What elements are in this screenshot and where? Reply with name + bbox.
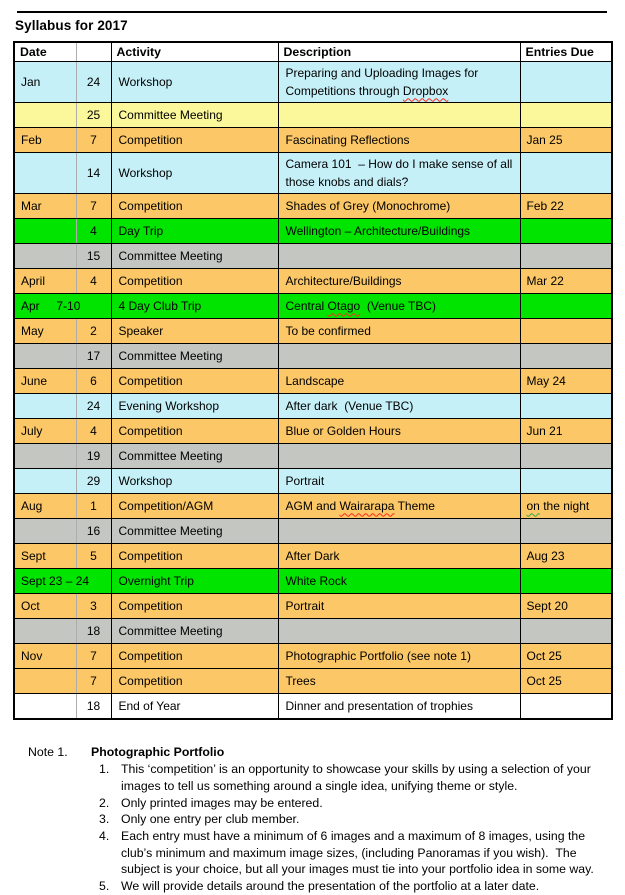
day-cell: 18 xyxy=(76,619,111,644)
note-item-text: Each entry must have a minimum of 6 images and a maximum of 8 images, using the club’s minimum and maximum image sizes, (including Panoramas if you wish). The subject is your choice, but all your images must tie into your portfolio idea in some way. xyxy=(121,829,594,877)
table-row xyxy=(14,344,612,369)
note-item xyxy=(91,828,602,878)
date-cell: June xyxy=(14,369,76,394)
entries-due-cell: Aug 23 xyxy=(520,544,612,569)
table-row xyxy=(14,594,612,619)
activity-cell: Competition xyxy=(111,544,278,569)
entries-due-cell: Jan 25 xyxy=(520,128,612,153)
description-cell xyxy=(278,103,520,128)
activity-cell: Committee Meeting xyxy=(111,103,278,128)
date-cell xyxy=(14,519,76,544)
date-cell: May xyxy=(14,319,76,344)
date-cell: April xyxy=(14,269,76,294)
day-cell: 4 xyxy=(76,219,111,244)
note-title: Photographic Portfolio xyxy=(91,745,225,760)
activity-cell: Competition xyxy=(111,644,278,669)
date-cell xyxy=(14,103,76,128)
activity-cell: Competition xyxy=(111,669,278,694)
activity-cell: Competition xyxy=(111,419,278,444)
table-row xyxy=(14,669,612,694)
description-cell: After dark (Venue TBC) xyxy=(278,394,520,419)
syllabus-table-body xyxy=(14,62,612,720)
notes-section xyxy=(13,744,612,894)
note-item-text: Only printed images may be entered. xyxy=(121,795,323,810)
top-divider xyxy=(17,11,607,13)
text-segment: Central xyxy=(285,299,328,314)
date-cell: Feb xyxy=(14,128,76,153)
entries-due-cell: Oct 25 xyxy=(520,644,612,669)
description-cell: After Dark xyxy=(278,544,520,569)
entries-due-cell xyxy=(520,694,612,720)
entries-due-cell xyxy=(520,244,612,269)
text-segment: the night xyxy=(539,499,590,514)
date-cell xyxy=(14,694,76,720)
activity-cell: Competition xyxy=(111,194,278,219)
activity-cell: Committee Meeting xyxy=(111,619,278,644)
note-item-text: We will provide details around the presentation of the portfolio at a later date. xyxy=(121,879,540,894)
entries-due-cell xyxy=(520,444,612,469)
note-items-list xyxy=(91,761,602,895)
note-item-text: Only one entry per club member. xyxy=(121,812,300,827)
table-row xyxy=(14,244,612,269)
entries-due-cell xyxy=(520,62,612,103)
activity-cell: Evening Workshop xyxy=(111,394,278,419)
page-title: Syllabus for 2017 xyxy=(15,18,128,33)
date-cell xyxy=(14,344,76,369)
note-item-number: 1. xyxy=(99,762,110,777)
activity-cell: Workshop xyxy=(111,62,278,103)
day-cell: 29 xyxy=(76,469,111,494)
table-row xyxy=(14,319,612,344)
entries-due-cell xyxy=(520,344,612,369)
column-header: Activity xyxy=(111,42,278,62)
note-item-text: This ‘competition’ is an opportunity to showcase your skills by using a selection of your images to tell us something around a single idea, unifying theme or style. xyxy=(121,762,591,793)
note-body xyxy=(91,744,602,894)
note-item-number: 5. xyxy=(99,879,110,894)
day-cell: 18 xyxy=(76,694,111,720)
date-cell: Jan xyxy=(14,62,76,103)
syllabus-table xyxy=(13,41,613,720)
date-cell xyxy=(14,619,76,644)
description-cell: Shades of Grey (Monochrome) xyxy=(278,194,520,219)
day-cell: 25 xyxy=(76,103,111,128)
activity-cell: 4 Day Club Trip xyxy=(111,294,278,319)
entries-due-cell: Feb 22 xyxy=(520,194,612,219)
day-cell: 1 xyxy=(76,494,111,519)
activity-cell: Competition/AGM xyxy=(111,494,278,519)
table-row xyxy=(14,369,612,394)
date-cell xyxy=(14,244,76,269)
table-row xyxy=(14,544,612,569)
table-row xyxy=(14,619,612,644)
note-item xyxy=(91,811,602,828)
text-segment: AGM and xyxy=(285,499,340,514)
text-segment: Theme xyxy=(394,499,435,514)
note-item-number: 3. xyxy=(99,812,110,827)
table-row xyxy=(14,194,612,219)
day-cell: 24 xyxy=(76,62,111,103)
date-cell: Mar xyxy=(14,194,76,219)
entries-due-cell xyxy=(520,103,612,128)
day-cell: 19 xyxy=(76,444,111,469)
table-row xyxy=(14,444,612,469)
text-segment: (Venue TBC) xyxy=(360,299,437,314)
entries-due-cell: Sept 20 xyxy=(520,594,612,619)
table-row xyxy=(14,694,612,720)
table-row xyxy=(14,269,612,294)
table-header-row xyxy=(14,42,612,62)
description-cell: Wellington – Architecture/Buildings xyxy=(278,219,520,244)
entries-due-cell: Jun 21 xyxy=(520,419,612,444)
description-cell: Photographic Portfolio (see note 1) xyxy=(278,644,520,669)
activity-cell: Committee Meeting xyxy=(111,244,278,269)
activity-cell: Competition xyxy=(111,269,278,294)
column-header xyxy=(76,42,111,62)
entries-due-cell: Mar 22 xyxy=(520,269,612,294)
day-cell: 4 xyxy=(76,419,111,444)
date-cell: July xyxy=(14,419,76,444)
note-label: Note 1. xyxy=(28,745,68,760)
description-cell xyxy=(278,619,520,644)
activity-cell: End of Year xyxy=(111,694,278,720)
description-cell xyxy=(278,494,520,519)
day-cell: 7 xyxy=(76,669,111,694)
table-row xyxy=(14,569,612,594)
description-cell: Fascinating Reflections xyxy=(278,128,520,153)
day-cell: 7 xyxy=(76,194,111,219)
day-cell: 2 xyxy=(76,319,111,344)
table-row xyxy=(14,519,612,544)
description-cell xyxy=(278,519,520,544)
date-cell: Sept xyxy=(14,544,76,569)
description-cell: Dinner and presentation of trophies xyxy=(278,694,520,720)
entries-due-cell xyxy=(520,219,612,244)
date-cell xyxy=(14,469,76,494)
misspelled-word: Wairarapa xyxy=(339,499,395,514)
description-cell: Camera 101 – How do I make sense of all those knobs and dials? xyxy=(278,153,520,194)
day-cell: 24 xyxy=(76,394,111,419)
day-cell: 14 xyxy=(76,153,111,194)
note-item xyxy=(91,795,602,812)
note-item-number: 2. xyxy=(99,795,110,810)
table-row xyxy=(14,153,612,194)
activity-cell: Day Trip xyxy=(111,219,278,244)
column-header: Description xyxy=(278,42,520,62)
date-cell: Nov xyxy=(14,644,76,669)
entries-due-cell xyxy=(520,153,612,194)
day-cell: 17 xyxy=(76,344,111,369)
description-cell: Architecture/Buildings xyxy=(278,269,520,294)
description-cell: Landscape xyxy=(278,369,520,394)
description-cell: White Rock xyxy=(278,569,520,594)
table-row xyxy=(14,469,612,494)
misspelled-word: Otago xyxy=(327,299,361,314)
day-cell: 3 xyxy=(76,594,111,619)
note-item-number: 4. xyxy=(99,829,110,844)
entries-due-cell xyxy=(520,469,612,494)
entries-due-cell xyxy=(520,494,612,519)
entries-due-cell xyxy=(520,394,612,419)
text-segment: Preparing and Uploading Images for Competitions through xyxy=(285,66,479,99)
date-cell xyxy=(14,669,76,694)
day-cell: 16 xyxy=(76,519,111,544)
description-cell: To be confirmed xyxy=(278,319,520,344)
entries-due-cell xyxy=(520,319,612,344)
day-cell: 15 xyxy=(76,244,111,269)
activity-cell: Speaker xyxy=(111,319,278,344)
entries-due-cell: Oct 25 xyxy=(520,669,612,694)
table-row xyxy=(14,494,612,519)
table-row xyxy=(14,103,612,128)
day-cell: 5 xyxy=(76,544,111,569)
date-cell: Aug xyxy=(14,494,76,519)
date-cell xyxy=(14,219,76,244)
activity-cell: Workshop xyxy=(111,469,278,494)
table-row xyxy=(14,219,612,244)
table-row xyxy=(14,394,612,419)
table-row xyxy=(14,294,612,319)
date-cell xyxy=(14,394,76,419)
misspelled-word: Dropbox xyxy=(402,84,449,99)
date-cell: Oct xyxy=(14,594,76,619)
activity-cell: Committee Meeting xyxy=(111,444,278,469)
description-cell xyxy=(278,344,520,369)
date-cell xyxy=(14,444,76,469)
entries-due-cell xyxy=(520,294,612,319)
table-row xyxy=(14,62,612,103)
day-cell: 4 xyxy=(76,269,111,294)
description-cell: Trees xyxy=(278,669,520,694)
column-header: Entries Due xyxy=(520,42,612,62)
table-row xyxy=(14,128,612,153)
activity-cell: Committee Meeting xyxy=(111,344,278,369)
table-row xyxy=(14,644,612,669)
activity-cell: Overnight Trip xyxy=(111,569,278,594)
activity-cell: Competition xyxy=(111,369,278,394)
date-cell: Apr 7-10 xyxy=(14,294,111,319)
description-cell xyxy=(278,62,520,103)
entries-due-cell xyxy=(520,619,612,644)
entries-due-cell: May 24 xyxy=(520,369,612,394)
date-cell xyxy=(14,153,76,194)
activity-cell: Competition xyxy=(111,594,278,619)
day-cell: 7 xyxy=(76,128,111,153)
day-cell: 7 xyxy=(76,644,111,669)
entries-due-cell xyxy=(520,519,612,544)
activity-cell: Workshop xyxy=(111,153,278,194)
activity-cell: Committee Meeting xyxy=(111,519,278,544)
description-cell: Portrait xyxy=(278,469,520,494)
description-cell xyxy=(278,244,520,269)
column-header: Date xyxy=(14,42,76,62)
description-cell: Portrait xyxy=(278,594,520,619)
activity-cell: Competition xyxy=(111,128,278,153)
misspelled-word: on xyxy=(526,499,540,514)
day-cell: 6 xyxy=(76,369,111,394)
note-item xyxy=(91,761,602,794)
description-cell xyxy=(278,294,520,319)
date-cell: Sept 23 – 24 xyxy=(14,569,111,594)
table-row xyxy=(14,419,612,444)
description-cell xyxy=(278,444,520,469)
note-item xyxy=(91,878,602,895)
description-cell: Blue or Golden Hours xyxy=(278,419,520,444)
entries-due-cell xyxy=(520,569,612,594)
